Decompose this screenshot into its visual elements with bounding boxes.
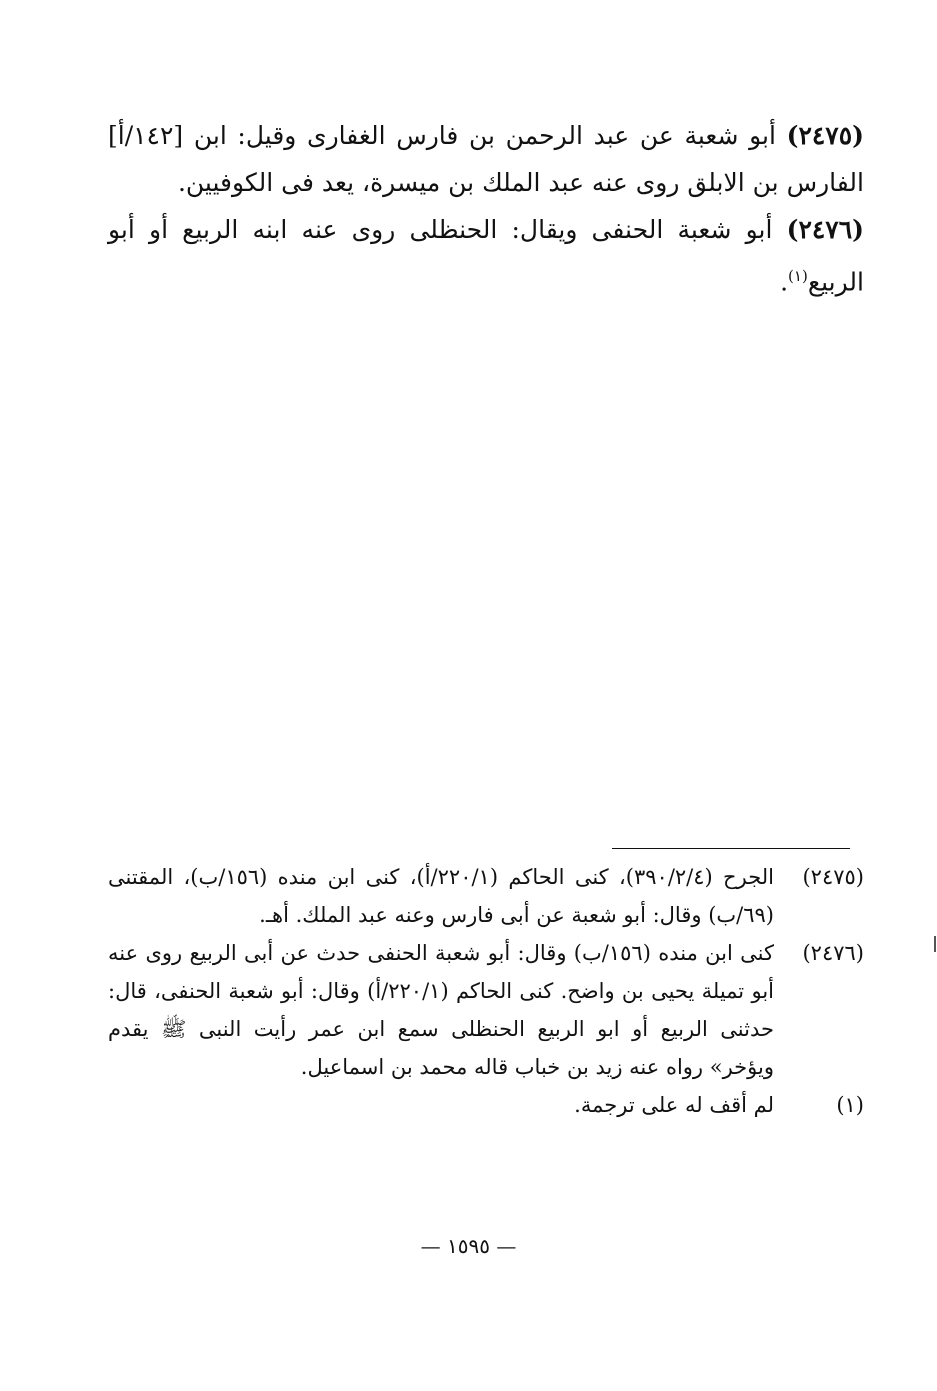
footnote-label: (١) <box>836 1093 864 1117</box>
footnote-text: لم أقف له على ترجمة. <box>574 1093 774 1117</box>
entry-text: أبو شعبة عن عبد الرحمن بن فارس الغفارى وقيل: ابن [١٤٢/أ] الفارس بن الابلق روى عنه عبد الملك بن ميسرة، يعد فى الكوفيين. <box>108 121 864 197</box>
entry-2475 <box>108 112 864 206</box>
footnote-1 <box>108 1086 864 1124</box>
main-text <box>108 112 864 305</box>
entry-text: أبو شعبة الحنفى ويقال: الحنظلى روى عنه ابنه الربيع أو أبو الربيع <box>108 215 864 297</box>
footnote-text: كنى ابن منده (١٥٦/ب) وقال: أبو شعبة الحنفى حدث عن أبى الربيع روى عنه أبو تميلة يحيى بن واضح. كنى الحاكم (٢٢٠/١/أ) وقال: أبو شعبة الحنفى، قال: حدثنى الربيع أو ابو الربيع الحنظلى سمع ابن عمر رأيت النبى ﷺ يقدم ويؤخر» رواه عنه زيد بن خباب قاله محمد بن اسماعيل. <box>108 941 774 1079</box>
footnote-2475 <box>108 858 864 934</box>
footnotes <box>108 858 864 1124</box>
footnote-label: (٢٤٧٦) <box>802 941 864 965</box>
footnote-separator <box>612 848 850 849</box>
page-number: — ١٥٩٥ — <box>420 1234 517 1258</box>
footnote-reference: (١) <box>788 267 808 285</box>
footnote-text: الجرح (٣٩٠/٢/٤)، كنى الحاكم (٢٢٠/١/أ)، كنى ابن منده (١٥٦/ب)، المقتنى (٦٩/ب) وقال: أبو شعبة عن أبى فارس وعنه عبد الملك. أهـ. <box>108 865 774 927</box>
footnote-2476 <box>108 934 864 1086</box>
entry-number: (٢٤٧٦) <box>786 215 865 244</box>
entry-number: (٢٤٧٥) <box>786 121 864 150</box>
scan-margin-mark <box>934 936 936 952</box>
entry-2476 <box>108 206 864 305</box>
footnote-label: (٢٤٧٥) <box>802 865 864 889</box>
entry-ending: . <box>780 267 789 297</box>
